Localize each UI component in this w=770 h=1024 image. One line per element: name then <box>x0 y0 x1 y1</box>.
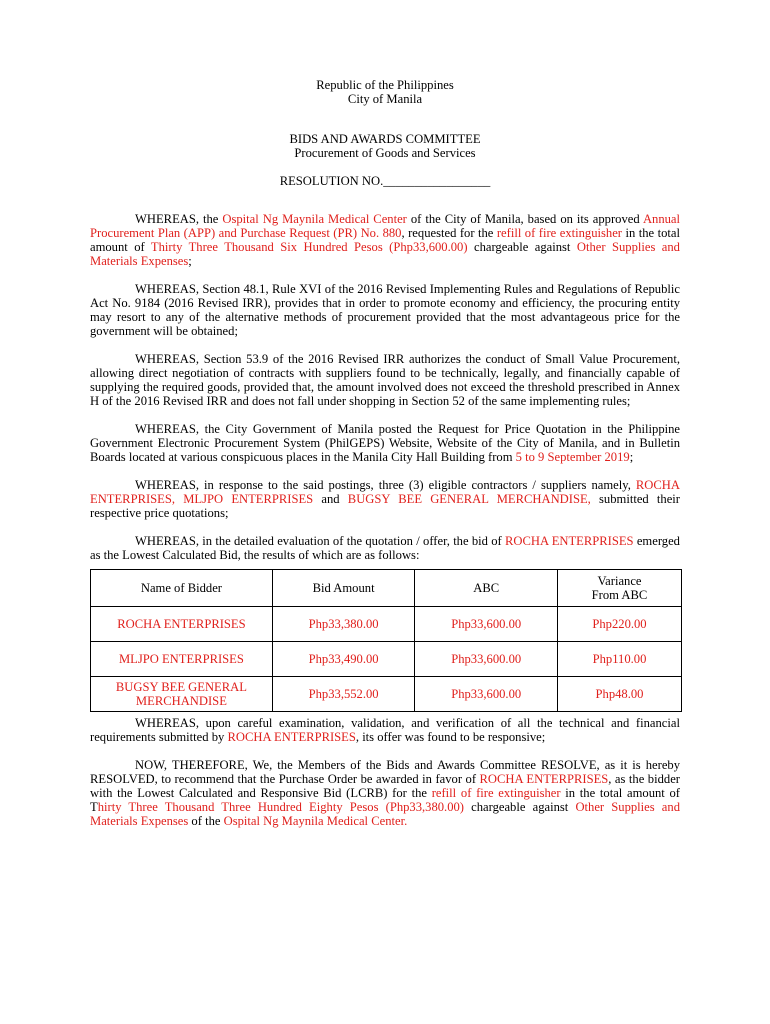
whereas-paragraph-2: WHEREAS, Section 48.1, Rule XVI of the 2016 Revised Implementing Rules and Regulations of Republic Act No. 9184 (2016 Revised IRR), provides that in order to promote economy and efficiency, the procuring entity may resort to any of the alternative methods of procurement provided that the most advantageous price for the government will be obtained; <box>90 282 680 338</box>
awarded-bidder: ROCHA ENTERPRISES <box>479 772 609 786</box>
whereas-paragraph-3: WHEREAS, Section 53.9 of the 2016 Revised IRR authorizes the conduct of Small Value Procurement, allowing direct negotiation of contracts with suppliers found to be technically, legally, and financially capable of supplying the required goods, provided that, the amount involved does not exceed the threshold prescribed in Annex H of the 2016 Revised IRR and does not fall under shopping in Section 52 of the same implementing rules; <box>90 352 680 408</box>
bidder-name: MLJPO ENTERPRISES <box>91 642 273 677</box>
committee-subtitle: Procurement of Goods and Services <box>294 146 476 160</box>
supplier-names: ROCHA ENTERPRISES, MLJPO ENTERPRISES <box>90 478 680 506</box>
posting-dates: 5 to 9 September 2019 <box>515 450 630 464</box>
whereas-paragraph-7: WHEREAS, upon careful examination, validation, and verification of all the technical and financial requirements submitted by ROCHA ENTERPRISES, its offer was found to be responsive; <box>90 716 680 744</box>
abc-amount: Php33,600.00 <box>415 607 558 642</box>
table-row <box>91 642 682 677</box>
column-header: Variance From ABC <box>557 570 681 607</box>
bid-amount: Php33,552.00 <box>272 677 415 712</box>
award-charge-account: Other Supplies and Materials Expenses <box>90 800 680 828</box>
hospital-name: Ospital Ng Maynila Medical Center <box>222 212 407 226</box>
committee-title: BIDS AND AWARDS COMMITTEE <box>289 132 481 146</box>
column-header: Name of Bidder <box>91 570 273 607</box>
bid-amount: Php33,490.00 <box>272 642 415 677</box>
column-header: ABC <box>415 570 558 607</box>
table-row <box>91 607 682 642</box>
whereas-paragraph-6: WHEREAS, in the detailed evaluation of the quotation / offer, the bid of ROCHA ENTERPRISES emerged as the Lowest Calculated Bid, the results of which are as follows: <box>90 534 680 562</box>
abc-amount: Php33,600.00 <box>415 677 558 712</box>
variance-amount: Php110.00 <box>557 642 681 677</box>
whereas-paragraph-4: WHEREAS, the City Government of Manila posted the Request for Price Quotation in the Philippine Government Electronic Procurement System (PhilGEPS) Website, Website of the City of Manila, and in Bulletin Boards located at various conspicuous places in the Manila City Hall Building from 5 to 9 September 2019; <box>90 422 680 464</box>
resolved-paragraph: NOW, THEREFORE, We, the Members of the Bids and Awards Committee RESOLVE, as it is hereby RESOLVED, to recommend that the Purchase Order be awarded in favor of ROCHA ENTERPRISES, as the bidder with the Lowest Calculated and Responsive Bid (LCRB) for the refill of fire extinguisher in the total amount of Thirty Three Thousand Three Hundred Eighty Pesos (Php33,380.00) chargeable against Other Supplies and Materials Expenses of the Ospital Ng Maynila Medical Center. <box>90 758 680 828</box>
winning-bidder: ROCHA ENTERPRISES <box>505 534 634 548</box>
republic-line: Republic of the Philippines <box>316 78 454 92</box>
bid-amount: Php33,380.00 <box>272 607 415 642</box>
table-row <box>91 677 682 712</box>
resolution-number: RESOLUTION NO._________________ <box>279 174 491 188</box>
total-amount: Thirty Three Thousand Six Hundred Pesos (Php33,600.00) <box>150 240 468 254</box>
award-hospital-name: Ospital Ng Maynila Medical Center. <box>223 814 408 828</box>
table-header-row <box>91 570 682 607</box>
supplier-name-3: BUGSY BEE GENERAL MERCHANDISE, <box>347 492 591 506</box>
whereas-paragraph-1: WHEREAS, the Ospital Ng Maynila Medical Center of the City of Manila, based on its approved Annual Procurement Plan (APP) and Purchase Request (PR) No. 880, requested for the refill of fire extinguisher in the total amount of Thirty Three Thousand Six Hundred Pesos (Php33,600.00) chargeable against Other Supplies and Materials Expenses; <box>90 212 681 268</box>
resolution-document <box>90 78 680 842</box>
document-header <box>90 78 680 188</box>
abc-amount: Php33,600.00 <box>415 642 558 677</box>
bid-results-table <box>90 569 682 712</box>
charge-account: Other Supplies and Materials Expenses <box>90 240 680 268</box>
award-amount: hirty Three Thousand Three Hundred Eighty Pesos (Php33,380.00) <box>97 800 464 814</box>
responsive-bidder: ROCHA ENTERPRISES <box>227 730 356 744</box>
bidder-name: BUGSY BEE GENERAL MERCHANDISE <box>91 677 273 712</box>
award-item: refill of fire extinguisher <box>431 786 561 800</box>
whereas-paragraph-5: WHEREAS, in response to the said postings, three (3) eligible contractors / suppliers namely, ROCHA ENTERPRISES, MLJPO ENTERPRISES and BUGSY BEE GENERAL MERCHANDISE, submitted their respective price quotations; <box>90 478 680 520</box>
column-header: Bid Amount <box>272 570 415 607</box>
variance-amount: Php48.00 <box>557 677 681 712</box>
procurement-item: refill of fire extinguisher <box>496 226 622 240</box>
app-reference: Annual Procurement Plan (APP) and Purchase Request (PR) No. 880 <box>90 212 681 240</box>
bidder-name: ROCHA ENTERPRISES <box>91 607 273 642</box>
city-line: City of Manila <box>347 92 423 106</box>
variance-amount: Php220.00 <box>557 607 681 642</box>
